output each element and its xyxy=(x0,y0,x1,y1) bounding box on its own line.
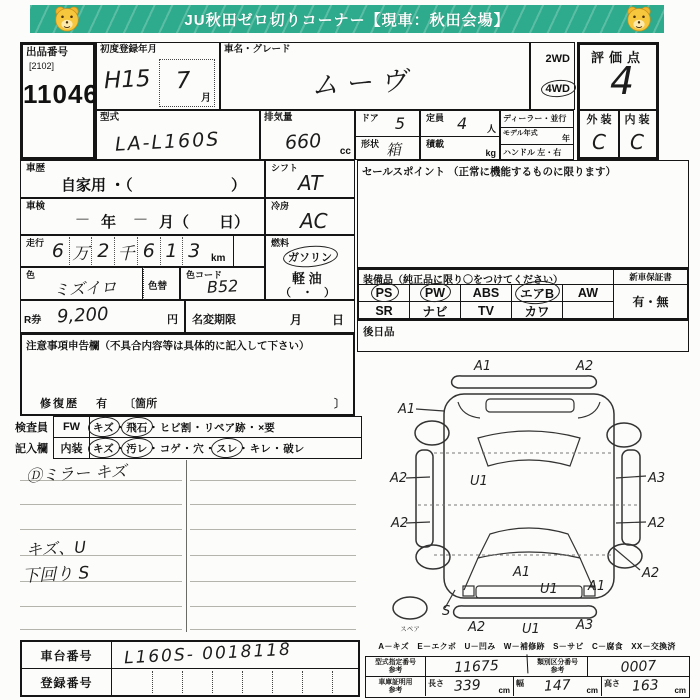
damage-mark-s: S xyxy=(442,604,451,619)
page-title: JU秋田ゼロ切りコーナー【現車：秋田会場】 xyxy=(184,11,510,29)
ref-note: 参考 xyxy=(550,666,565,674)
dealer-parallel-label: ディーラー・並行 xyxy=(503,114,567,123)
repair-history-value: 有 xyxy=(96,398,108,410)
damage-mark-a1: A1 xyxy=(398,402,416,417)
spare-tire xyxy=(393,597,427,619)
damage-mark-a2: A2 xyxy=(468,620,486,635)
name-change-label: 名変期限 xyxy=(192,314,236,326)
capacity-load-cell xyxy=(420,110,500,160)
first-registration-month-box xyxy=(159,59,215,107)
mileage-digit: 1 xyxy=(161,237,184,265)
model-designation-label xyxy=(366,657,426,676)
reference-table xyxy=(365,656,690,698)
name-change-cell xyxy=(185,300,355,333)
fuel-gasoline-selected: ガソリン xyxy=(288,249,332,265)
warranty-label: 新車保証書 xyxy=(614,270,687,285)
drive-2wd: 2WD xyxy=(545,53,570,65)
color-change-label: 色替 xyxy=(148,281,168,292)
fw-row-label: FW xyxy=(54,417,90,437)
month-unit: 月 xyxy=(201,93,211,104)
color-label: 色 xyxy=(26,270,36,280)
header-band xyxy=(30,5,664,33)
equip-airbag: エアB xyxy=(520,284,554,302)
lot-code: [2102] xyxy=(29,60,55,71)
fuel-diesel: 軽 油 xyxy=(292,271,322,286)
damage-mark-a1: A1 xyxy=(513,565,531,580)
equip-abs: ABS xyxy=(472,286,500,300)
plate-label: 登録番号 xyxy=(22,668,111,695)
width-label: 幅 xyxy=(516,679,524,688)
damage-mark-u1: U1 xyxy=(540,582,558,597)
front-bumper xyxy=(452,376,597,388)
wheel xyxy=(416,545,450,569)
damage-mark-a2: A2 xyxy=(642,566,660,581)
garage-cert-label-text: 車庫証明用 xyxy=(378,678,413,686)
history-label: 車歴 xyxy=(26,163,46,174)
rear-window xyxy=(478,528,580,558)
dealer-block xyxy=(500,110,574,160)
ref-note: 参考 xyxy=(388,666,403,674)
interior-items xyxy=(90,438,304,458)
width-value: 147 xyxy=(543,677,572,695)
repair-history-label: 修復歴 xyxy=(40,398,79,410)
height-unit: cm xyxy=(674,686,686,695)
car-name-label: 車名・グレード xyxy=(224,44,291,55)
class-number-label-text: 類別区分番号 xyxy=(537,658,578,666)
car-name-value: ムーヴ xyxy=(310,65,416,102)
windshield xyxy=(478,431,580,466)
first-registration-cell xyxy=(96,42,220,110)
car-name-cell xyxy=(220,42,530,110)
displacement-label: 排気量 xyxy=(264,112,293,123)
interior-item: キレ xyxy=(249,442,271,455)
length-label: 長さ xyxy=(428,679,444,688)
shape-value: 箱 xyxy=(385,140,402,160)
interior-item: 破レ xyxy=(283,442,305,455)
length-cell xyxy=(426,677,514,696)
fw-item: ×要 xyxy=(258,421,275,434)
chassis-value: L160S- 0018118 xyxy=(123,639,293,669)
plate-value-area xyxy=(112,668,358,695)
model-year-label: モデル年式 xyxy=(503,130,538,137)
repair-location-open: 〔箇所 xyxy=(124,398,158,410)
inspection-month-dash: － xyxy=(131,210,148,229)
damage-mark-u1: U1 xyxy=(522,622,540,637)
r-ticket-cell xyxy=(20,300,185,333)
doors-shape-cell xyxy=(355,110,420,160)
damage-mark-a2: A2 xyxy=(576,359,594,374)
interior-item: コゲ xyxy=(159,442,181,455)
r-ticket-label: R券 xyxy=(24,315,42,326)
inspection-year-dash: － xyxy=(73,210,90,229)
aircon-cell xyxy=(265,198,355,235)
right-side-strip xyxy=(622,450,640,545)
ext-int-grid xyxy=(580,109,656,157)
lot-number: 11046 xyxy=(23,78,99,109)
inspection-year-label: 年 xyxy=(101,214,117,231)
load-unit: kg xyxy=(485,148,496,158)
equip-leather: カワ xyxy=(524,304,550,319)
fw-items xyxy=(90,417,275,437)
displacement-unit: cc xyxy=(339,146,351,157)
length-value: 339 xyxy=(453,677,482,695)
mileage-digit: 2 xyxy=(92,237,115,265)
mileage-digit-cells xyxy=(47,237,205,265)
mileage-digit: 万 xyxy=(70,237,93,265)
model-code-value: LA-L160S xyxy=(114,128,221,156)
model-designation-label-text: 型式指定番号 xyxy=(375,658,416,666)
aircon-label: 冷房 xyxy=(271,201,290,211)
notice-title: 注意事項申告欄（不具合内容等は具体的に記入して下さい） xyxy=(26,340,310,352)
interior-item: スレ xyxy=(216,442,238,455)
bear-icon xyxy=(50,4,84,34)
fuel-label: 燃料 xyxy=(271,238,290,248)
width-unit: cm xyxy=(586,686,598,695)
inspector-box xyxy=(53,416,362,459)
height-value: 163 xyxy=(631,677,660,695)
mileage-digit: 6 xyxy=(138,237,161,265)
repair-location-close: 〕 xyxy=(334,398,345,410)
rear-bumper xyxy=(454,606,597,618)
equip-aw: AW xyxy=(577,286,599,300)
first-registration-era-value: H15 xyxy=(103,65,152,95)
equip-tv: TV xyxy=(478,303,494,318)
color-value: ミズイロ xyxy=(52,277,118,300)
history-close-paren: ） xyxy=(230,177,246,194)
equip-ps: PS xyxy=(375,286,393,300)
color-code-cell xyxy=(180,267,265,300)
equip-pw: PW xyxy=(424,286,446,300)
mileage-cell xyxy=(20,235,265,267)
note-line-2: キズ、U xyxy=(25,537,87,560)
later-item-label: 後日品 xyxy=(363,326,395,338)
displacement-cell xyxy=(260,110,355,160)
spare-tire-label: スペア xyxy=(400,626,420,633)
history-value: 自家用 ・（ xyxy=(61,177,133,194)
damage-mark-a2: A2 xyxy=(648,516,666,531)
height-cell xyxy=(602,677,689,696)
equip-sr: SR xyxy=(375,303,393,318)
class-number-value: 0007 xyxy=(620,657,657,676)
mileage-label: 走行 xyxy=(26,238,45,248)
garage-cert-label xyxy=(366,677,426,696)
note-line-1: Ⓓミラー キズ xyxy=(25,461,128,486)
shift-value: AT xyxy=(298,171,323,195)
inspection-cell xyxy=(20,198,265,235)
wheel xyxy=(608,544,642,568)
equipment-box xyxy=(357,268,689,320)
inspector-label xyxy=(15,418,53,460)
fw-item: ヒビ割 xyxy=(159,421,192,434)
first-registration-month-value: 7 xyxy=(175,67,192,95)
damage-mark-a2: A2 xyxy=(390,471,408,486)
load-label: 積載 xyxy=(426,139,445,149)
inspector-label-line2: 記入欄 xyxy=(15,443,48,455)
warranty-value: 有・無 xyxy=(632,295,669,309)
shift-label: シフト xyxy=(271,163,299,173)
name-change-day: 日 xyxy=(331,313,344,327)
interior-item: キズ xyxy=(93,442,114,455)
chassis-label: 車台番号 xyxy=(40,648,93,663)
model-designation-value: 11675 xyxy=(426,654,529,678)
mileage-unit: km xyxy=(211,253,226,264)
exterior-label: 外 装 xyxy=(586,114,612,126)
left-side-strip xyxy=(416,450,433,547)
inspection-day-label: 日） xyxy=(219,214,250,231)
capacity-value: 4 xyxy=(457,114,468,133)
interior-row-label: 内装 xyxy=(54,438,90,458)
notes-divider xyxy=(186,460,187,632)
damage-mark-a3: A3 xyxy=(648,471,666,486)
interior-label: 内 装 xyxy=(624,114,650,126)
score-label: 評価点 xyxy=(590,50,645,65)
interior-item: 穴 xyxy=(193,442,204,455)
fuel-other-paren: （ ・ ） xyxy=(280,287,335,299)
r-ticket-unit: 円 xyxy=(167,314,178,326)
shape-label: 形状 xyxy=(361,139,380,149)
damage-mark-a1: A1 xyxy=(474,359,492,374)
color-change-cell xyxy=(143,267,180,300)
height-label: 高さ xyxy=(604,679,620,688)
equipment-title: 装備品（純正品に限り〇をつけてください） xyxy=(359,270,613,285)
score-box xyxy=(577,42,659,160)
displacement-value: 660 xyxy=(284,130,322,154)
chassis-plate-box xyxy=(20,640,360,697)
equip-navi: ナビ xyxy=(422,304,448,319)
ref-note: 参考 xyxy=(388,686,403,694)
sales-point-box xyxy=(357,160,689,268)
inspector-label-line1: 検査員 xyxy=(15,422,48,434)
sales-point-title: セールスポイント （正常に機能するものに限ります） xyxy=(362,166,616,178)
lot-label: 出品番号 xyxy=(26,46,68,58)
mileage-digit: 6 xyxy=(47,237,70,265)
fw-item: キズ xyxy=(93,421,114,434)
car-diagram xyxy=(358,350,690,640)
fuel-cell xyxy=(265,235,355,300)
model-code-cell xyxy=(96,110,260,160)
later-item-box xyxy=(357,320,689,352)
inspection-month-label: 月（ xyxy=(159,214,190,231)
score-value: 4 xyxy=(610,59,635,103)
r-ticket-value: 9,200 xyxy=(56,303,110,328)
inspection-label: 車検 xyxy=(26,201,46,212)
mileage-digit: 千 xyxy=(115,237,138,265)
damage-mark-a1: A1 xyxy=(588,579,606,594)
drive-type-cell xyxy=(530,42,575,110)
interior-item: 汚レ xyxy=(126,442,148,455)
model-year-unit: 年 xyxy=(562,133,570,143)
lot-number-box xyxy=(20,42,99,160)
interior-grade: C xyxy=(630,130,644,154)
bear-icon xyxy=(622,4,656,34)
color-code-value: B52 xyxy=(206,276,239,297)
color-cell xyxy=(20,267,143,300)
shift-cell xyxy=(265,160,355,198)
width-cell xyxy=(514,677,602,696)
capacity-label: 定員 xyxy=(426,113,445,123)
damage-legend: A－キズ E－エクボ U－凹み W－補修跡 S－サビ C－腐食 XX－交換済 xyxy=(378,642,676,651)
length-unit: cm xyxy=(498,686,510,695)
damage-mark-a2: A2 xyxy=(391,516,409,531)
capacity-unit: 人 xyxy=(486,124,496,134)
damage-mark-a3: A3 xyxy=(576,618,594,633)
fw-item: リペア跡 xyxy=(203,421,246,434)
drive-4wd-selected: 4WD xyxy=(545,83,570,95)
exterior-grade: C xyxy=(592,130,606,154)
first-registration-label: 初度登録年月 xyxy=(100,44,158,55)
class-number-label xyxy=(528,657,588,676)
fw-item: 飛石 xyxy=(126,421,148,434)
damage-mark-u1: U1 xyxy=(470,474,488,489)
color-code-label: 色コード xyxy=(186,270,223,280)
doors-value: 5 xyxy=(394,114,405,133)
note-line-3: 下回り S xyxy=(21,563,90,587)
handle-label: ハンドル 左・右 xyxy=(501,144,573,159)
damage-marks-layer xyxy=(389,359,665,637)
history-cell xyxy=(20,160,265,198)
mileage-digit: 3 xyxy=(188,240,201,262)
wheel xyxy=(607,423,641,447)
aircon-value: AC xyxy=(300,209,328,233)
name-change-month: 月 xyxy=(290,313,303,327)
doors-label: ドア xyxy=(361,113,379,123)
model-code-label: 型式 xyxy=(100,112,120,123)
notice-box xyxy=(20,333,355,416)
